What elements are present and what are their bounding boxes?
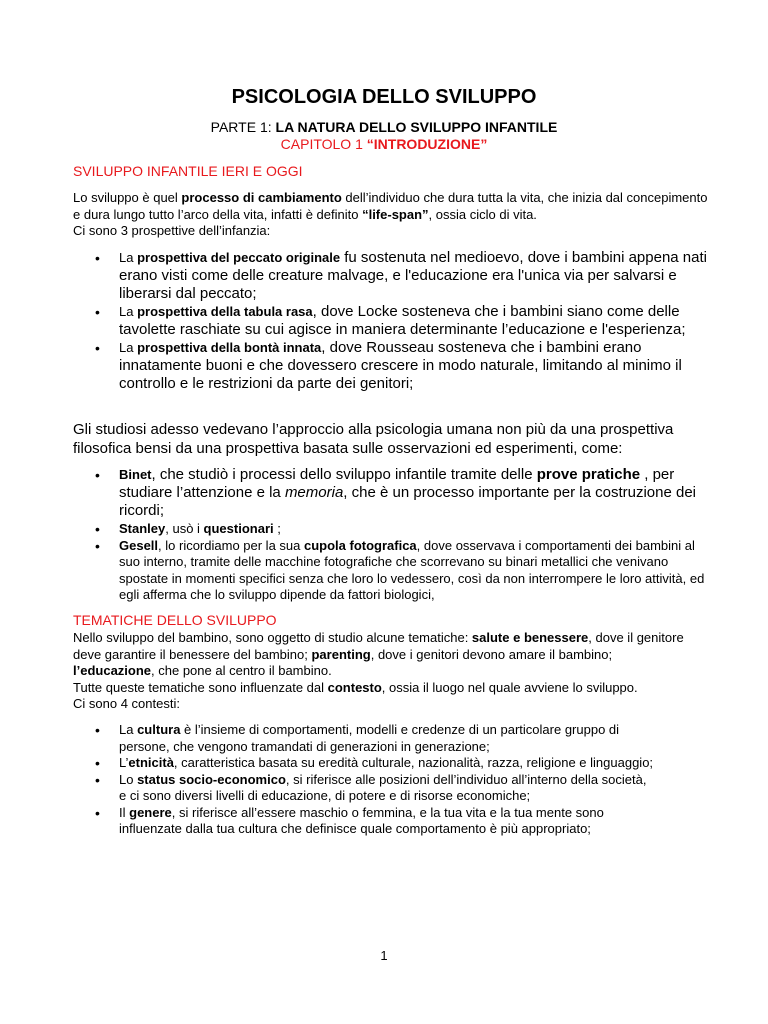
list-item: • L’etnicità, caratteristica basata su eredità culturale, nazionalità, razza, religione e linguaggio; [95, 755, 655, 772]
list-item: • La prospettiva della tabula rasa, dove Locke sosteneva che i bambini siano come delle tavolette raschiate su cui agisce in maniera determinante l’educazione e l'esperienza; [95, 303, 715, 339]
contexts-list [95, 722, 655, 838]
list-item: • La cultura è l’insieme di comportamenti, modelli e credenze di un particolare gruppo di persone, che vengono tramandati di generazioni in generazione; [95, 722, 655, 755]
part-name: LA NATURA DELLO SVILUPPO INFANTILE [275, 119, 558, 135]
part-prefix: PARTE 1: [210, 119, 276, 135]
list-item: • Lo status socio-economico, si riferisce alle posizioni dell’individuo all’interno della società, e ci sono diversi livelli di educazione, di potere e di risorse economiche; [95, 772, 655, 805]
document-title: PSICOLOGIA DELLO SVILUPPO [231, 86, 537, 108]
intro-paragraph: Lo sviluppo è quel processo di cambiamento dell’individuo che dura tutta la vita, che inizia dal concepimento e dura lungo tutto l’arco della vita, infatti è definito “life-span”, ossia ciclo di vita. Ci sono 3 prospettive dell’infanzia: [73, 190, 708, 238]
chapter-heading [0, 136, 768, 152]
chapter-prefix: CAPITOLO 1 [280, 136, 367, 152]
list-item: • La prospettiva del peccato originale fu sostenuta nel medioevo, dove i bambini appena nati erano visti come delle creature malvage, e l'educazione era l'unica via per salvarsi e liberarsi dal peccato; [95, 249, 715, 303]
studies-paragraph: Gli studiosi adesso vedevano l’approccio alla psicologia umana non più da una prospettiva filosofica bensi da una prospettiva basata sulle osservazioni ed esperimenti, come: [73, 421, 674, 457]
part-heading [0, 119, 768, 135]
list-item: • Gesell, lo ricordiamo per la sua cupola fotografica, dove osservava i comportamenti dei bambini al suo interno, tramite delle macchine fotografiche che scorrevano su binari metallici che venivano spostate in momenti specifici senza che loro lo vedessero, così da non interrompere le loro attività, ed egli afferma che lo sviluppo dipende da fattori biologici, [95, 538, 715, 604]
list-item: • Il genere, si riferisce all’essere maschio o femmina, e la tua vita e la tua mente sono influenzate dalla tua cultura che definisce quale comportamento è più appropriato; [95, 805, 655, 838]
list-item: • Binet, che studiò i processi dello sviluppo infantile tramite delle prove pratiche , per studiare l’attenzione e la memoria, che è un processo importante per la costruzione dei ricordi; [95, 466, 715, 520]
list-item: • Stanley, usò i questionari ; [95, 521, 715, 538]
themes-paragraph: Nello sviluppo del bambino, sono oggetto di studio alcune tematiche: salute e benessere, dove il genitore deve garantire il benessere del bambino; parenting, dove i genitori devono amare il bambino; l’educazione, che pone al centro il bambino. Tutte queste tematiche sono influenzate dal contesto, ossia il luogo nel quale avviene lo sviluppo. Ci sono 4 contesti: [73, 630, 684, 711]
list-item: • La prospettiva della bontà innata, dove Rousseau sosteneva che i bambini erano innatamente buoni e che dovessero crescere in modo naturale, limitando al minimo il controllo e le restrizioni da parte dei genitori; [95, 339, 715, 393]
section-heading-history: SVILUPPO INFANTILE IERI E OGGI [73, 163, 303, 179]
chapter-name: “INTRODUZIONE” [366, 136, 488, 152]
perspectives-list [95, 249, 715, 393]
scholars-list-b [95, 521, 715, 604]
section-heading-themes: TEMATICHE DELLO SVILUPPO [73, 612, 277, 628]
scholars-list-a [95, 466, 715, 520]
page-number: 1 [380, 948, 388, 963]
